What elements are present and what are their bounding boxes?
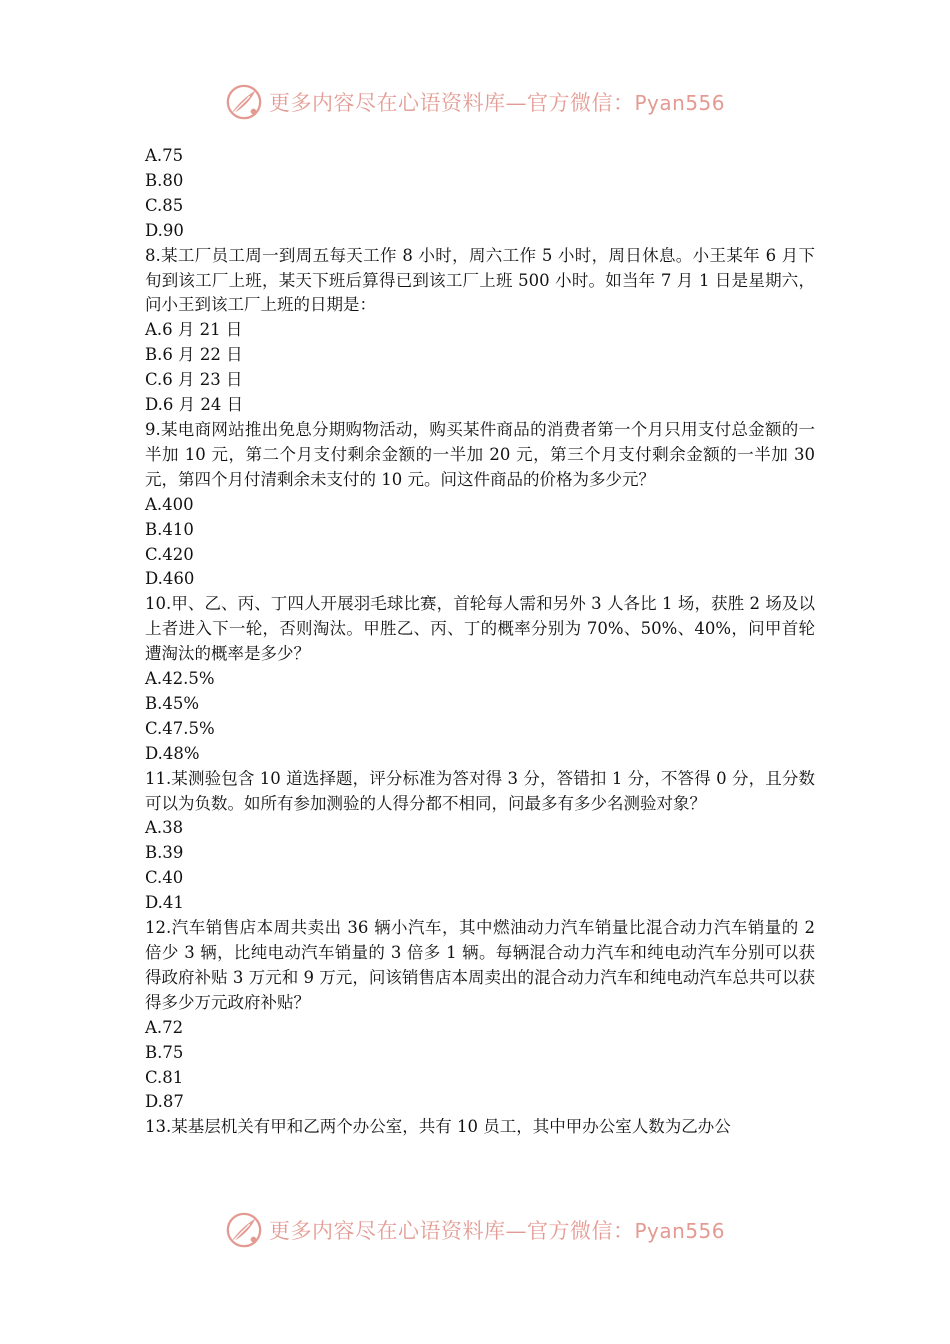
answer-option: B.6 月 22 日 <box>145 345 243 365</box>
answer-option: C.85 <box>145 195 184 215</box>
answer-option: B.39 <box>145 843 184 863</box>
answer-option: A.38 <box>145 818 184 838</box>
answer-option: C.420 <box>145 544 194 564</box>
question-text: 9.某电商网站推出免息分期购物活动，购买某件商品的消费者第一个月只用支付总金额的一半加 10 元，第二个月支付剩余金额的一半加 20 元，第三个月支付剩余金额的一半加 30 元，第四个月付清剩余未支付的 10 元。问这件商品的价格为多少元？ <box>145 419 815 489</box>
answer-option: D.460 <box>145 569 195 589</box>
answer-option: C.81 <box>145 1067 184 1087</box>
header-banner <box>0 80 950 124</box>
answer-option: B.410 <box>145 519 194 539</box>
footer-brand-text: 更多内容尽在心语资料库—官方微信：Pyan556 <box>268 1219 725 1243</box>
answer-option: B.75 <box>145 1042 184 1062</box>
answer-option: D.48% <box>145 743 200 763</box>
answer-option: A.75 <box>145 146 184 165</box>
answer-option: A.400 <box>145 494 194 514</box>
answer-option: A.72 <box>145 1017 184 1037</box>
answer-option: D.41 <box>145 893 184 913</box>
header-wechat-id: Pyan556 <box>634 91 725 115</box>
pen-feather-logo-icon <box>225 1211 263 1249</box>
answer-option: C.40 <box>145 868 184 888</box>
answer-option: D.87 <box>145 1092 184 1112</box>
answer-option: B.45% <box>145 693 200 713</box>
answer-option: B.80 <box>145 170 184 190</box>
question-text: 11.某测验包含 10 道选择题，评分标准为答对得 3 分，答错扣 1 分，不答得 0 分，且分数可以为负数。如所有参加测验的人得分都不相同，问最多有多少名测验对象？ <box>145 768 815 813</box>
answer-option: A.42.5% <box>145 669 215 689</box>
question-text: 12.汽车销售店本周共卖出 36 辆小汽车，其中燃油动力汽车销量比混合动力汽车销量的 2 倍少 3 辆，比纯电动汽车销量的 3 倍多 1 辆。每辆混合动力汽车和纯电动汽车分别可以获得政府补贴 3 万元和 9 万元，问该销售店本周卖出的混合动力汽车和纯电动汽车总共可以获得多少万元政府补贴？ <box>145 918 815 1012</box>
footer-wechat-id: Pyan556 <box>634 1219 725 1243</box>
header-brand-text: 更多内容尽在心语资料库—官方微信：Pyan556 <box>268 91 725 115</box>
answer-option: D.6 月 24 日 <box>145 395 244 415</box>
answer-option: C.6 月 23 日 <box>145 370 243 390</box>
answer-option: C.47.5% <box>145 718 215 738</box>
answer-option: D.90 <box>145 220 184 240</box>
question-text: 8.某工厂员工周一到周五每天工作 8 小时，周六工作 5 小时，周日休息。小王某年 6 月下旬到该工厂上班，某天下班后算得已到该工厂上班 500 小时。如当年 7 月 1 日是星期六，问小王到该工厂上班的日期是： <box>145 245 815 315</box>
question-text: 10.甲、乙、丙、丁四人开展羽毛球比赛，首轮每人需和另外 3 人各比 1 场，获胜 2 场及以上者进入下一轮，否则淘汰。甲胜乙、丙、丁的概率分别为 70%、50%、40%，问甲首轮遭淘汰的概率是多少？ <box>145 594 816 664</box>
footer-banner <box>0 1208 950 1252</box>
pen-feather-logo-icon <box>225 83 263 121</box>
answer-option: A.6 月 21 日 <box>145 320 243 340</box>
document-body <box>145 144 815 1140</box>
question-text: 13.某基层机关有甲和乙两个办公室，共有 10 员工，其中甲办公室人数为乙办公 <box>145 1117 731 1137</box>
